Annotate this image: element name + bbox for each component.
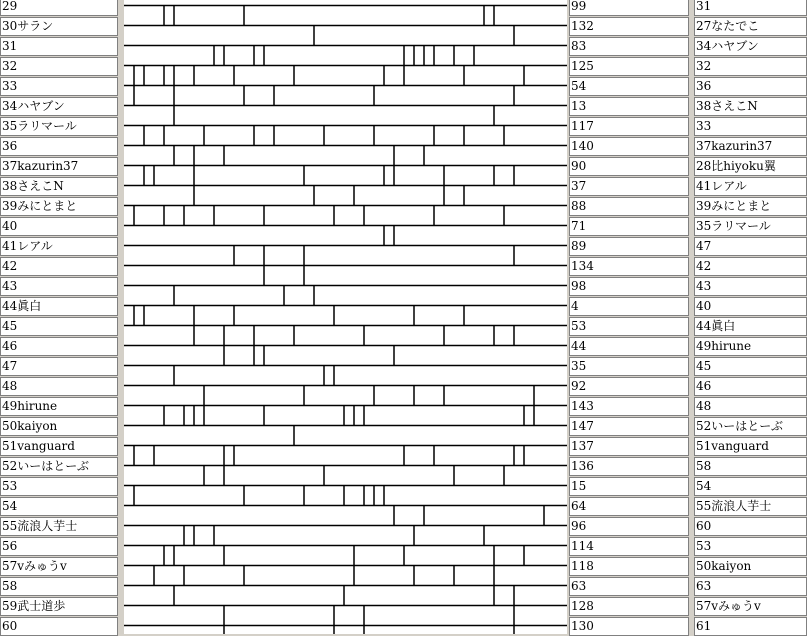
right-entry-cell: 38さえこN bbox=[694, 97, 807, 116]
right-entry-cell: 63 bbox=[694, 577, 807, 596]
left-entry-cell: 55流浪人芋士 bbox=[0, 517, 118, 536]
left-entry-cell: 32 bbox=[0, 57, 118, 76]
left-entry-cell: 56 bbox=[0, 537, 118, 556]
left-entry-cell: 53 bbox=[0, 477, 118, 496]
left-entry-cell: 59武士道歩 bbox=[0, 597, 118, 616]
left-entry-cell: 35ラリマール bbox=[0, 117, 118, 136]
left-entry-cell: 31 bbox=[0, 37, 118, 56]
number-cell: 128 bbox=[569, 597, 689, 616]
left-entry-cell: 30サラン bbox=[0, 17, 118, 36]
left-entry-cell: 54 bbox=[0, 497, 118, 516]
number-cell: 71 bbox=[569, 217, 689, 236]
number-cell: 35 bbox=[569, 357, 689, 376]
right-entry-cell: 45 bbox=[694, 357, 807, 376]
left-entry-cell: 58 bbox=[0, 577, 118, 596]
right-entry-cell: 35ラリマール bbox=[694, 217, 807, 236]
right-entry-cell: 33 bbox=[694, 117, 807, 136]
left-entry-cell: 42 bbox=[0, 257, 118, 276]
left-entry-cell: 41レアル bbox=[0, 237, 118, 256]
left-entry-cell: 37kazurin37 bbox=[0, 157, 118, 176]
right-entry-cell: 43 bbox=[694, 277, 807, 296]
right-entry-cell: 50kaiyon bbox=[694, 557, 807, 576]
number-cell: 54 bbox=[569, 77, 689, 96]
number-cell: 143 bbox=[569, 397, 689, 416]
right-entry-cell: 44眞白 bbox=[694, 317, 807, 336]
number-cell: 89 bbox=[569, 237, 689, 256]
right-entry-cell: 48 bbox=[694, 397, 807, 416]
left-entry-cell: 38さえこN bbox=[0, 177, 118, 196]
left-entry-cell: 50kaiyon bbox=[0, 417, 118, 436]
left-entry-cell: 36 bbox=[0, 137, 118, 156]
left-entry-cell: 52いーはとーぶ bbox=[0, 457, 118, 476]
right-entry-cell: 47 bbox=[694, 237, 807, 256]
right-entry-cell: 41レアル bbox=[694, 177, 807, 196]
left-entry-cell: 34ハヤブン bbox=[0, 97, 118, 116]
left-entry-cell: 44眞白 bbox=[0, 297, 118, 316]
right-entry-cell: 31 bbox=[694, 0, 807, 16]
left-entry-cell: 29 bbox=[0, 0, 118, 16]
right-entry-cell: 32 bbox=[694, 57, 807, 76]
number-cell: 53 bbox=[569, 317, 689, 336]
right-entry-cell: 55流浪人芋士 bbox=[694, 497, 807, 516]
number-cell: 83 bbox=[569, 37, 689, 56]
right-entry-cell: 61 bbox=[694, 617, 807, 636]
number-cell: 147 bbox=[569, 417, 689, 436]
left-entry-cell: 45 bbox=[0, 317, 118, 336]
ladder-lottery-board bbox=[124, 0, 567, 634]
right-entry-cell: 46 bbox=[694, 377, 807, 396]
number-cell: 37 bbox=[569, 177, 689, 196]
right-entry-cell: 51vanguard bbox=[694, 437, 807, 456]
number-cell: 137 bbox=[569, 437, 689, 456]
number-cell: 4 bbox=[569, 297, 689, 316]
left-entry-cell: 40 bbox=[0, 217, 118, 236]
number-cell: 96 bbox=[569, 517, 689, 536]
ladder-graphic bbox=[124, 0, 567, 634]
number-cell: 64 bbox=[569, 497, 689, 516]
left-entry-cell: 49hirune bbox=[0, 397, 118, 416]
left-entry-cell: 57vみゅうv bbox=[0, 557, 118, 576]
right-entry-cell: 60 bbox=[694, 517, 807, 536]
number-cell: 134 bbox=[569, 257, 689, 276]
right-entry-cell: 34ハヤブン bbox=[694, 37, 807, 56]
number-cell: 98 bbox=[569, 277, 689, 296]
right-entry-cell: 28比hiyoku翼 bbox=[694, 157, 807, 176]
left-entry-cell: 33 bbox=[0, 77, 118, 96]
number-cell: 132 bbox=[569, 17, 689, 36]
number-cell: 130 bbox=[569, 617, 689, 636]
number-cell: 88 bbox=[569, 197, 689, 216]
number-cell: 44 bbox=[569, 337, 689, 356]
number-cell: 90 bbox=[569, 157, 689, 176]
right-entry-cell: 52いーはとーぶ bbox=[694, 417, 807, 436]
right-entry-cell: 42 bbox=[694, 257, 807, 276]
left-entry-cell: 48 bbox=[0, 377, 118, 396]
right-entry-cell: 36 bbox=[694, 77, 807, 96]
left-entry-cell: 46 bbox=[0, 337, 118, 356]
left-entry-cell: 47 bbox=[0, 357, 118, 376]
number-cell: 63 bbox=[569, 577, 689, 596]
left-entry-cell: 43 bbox=[0, 277, 118, 296]
number-cell: 117 bbox=[569, 117, 689, 136]
right-entry-cell: 49hirune bbox=[694, 337, 807, 356]
right-entry-cell: 53 bbox=[694, 537, 807, 556]
right-entry-cell: 37kazurin37 bbox=[694, 137, 807, 156]
number-cell: 140 bbox=[569, 137, 689, 156]
left-entry-cell: 39みにとまと bbox=[0, 197, 118, 216]
number-cell: 13 bbox=[569, 97, 689, 116]
right-entry-cell: 54 bbox=[694, 477, 807, 496]
number-cell: 92 bbox=[569, 377, 689, 396]
left-entry-cell: 60 bbox=[0, 617, 118, 636]
number-cell: 136 bbox=[569, 457, 689, 476]
right-entry-cell: 39みにとまと bbox=[694, 197, 807, 216]
right-entry-cell: 40 bbox=[694, 297, 807, 316]
number-cell: 114 bbox=[569, 537, 689, 556]
right-entry-cell: 27なたでこ bbox=[694, 17, 807, 36]
right-entry-cell: 58 bbox=[694, 457, 807, 476]
number-cell: 99 bbox=[569, 0, 689, 16]
number-cell: 15 bbox=[569, 477, 689, 496]
number-cell: 125 bbox=[569, 57, 689, 76]
left-entry-cell: 51vanguard bbox=[0, 437, 118, 456]
number-cell: 118 bbox=[569, 557, 689, 576]
right-entry-cell: 57vみゅうv bbox=[694, 597, 807, 616]
